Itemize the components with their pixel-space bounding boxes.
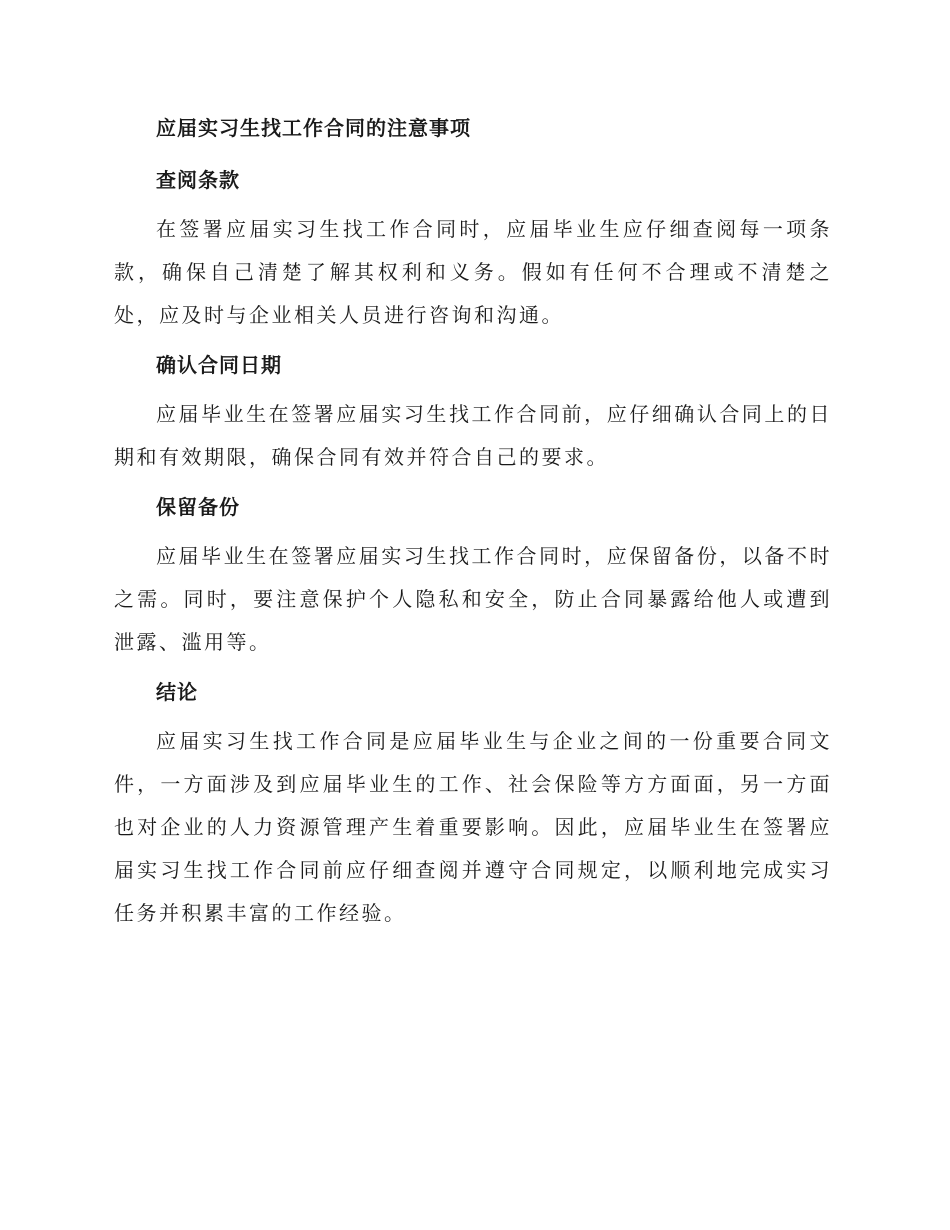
section-heading-confirm-date: 确认合同日期 [156, 353, 282, 377]
document-content [114, 108, 832, 943]
section-heading-keep-backup: 保留备份 [156, 495, 240, 519]
section-body-keep-backup: 应届毕业生在签署应届实习生找工作合同时，应保留备份，以备不时之需。同时，要注意保护个人隐私和安全，防止合同暴露给他人或遭到泄露、滥用等。 [114, 544, 832, 654]
document-title: 应届实习生找工作合同的注意事项 [156, 116, 471, 140]
section-body-conclusion: 应届实习生找工作合同是应届毕业生与企业之间的一份重要合同文件，一方面涉及到应届毕业生的工作、社会保险等方方面面，另一方面也对企业的人力资源管理产生着重要影响。因此，应届毕业生在签署应届实习生找工作合同前应仔细查阅并遵守合同规定，以顺利地完成实习任务并积累丰富的工作经验。 [114, 729, 832, 925]
section-heading-conclusion: 结论 [156, 680, 198, 704]
section-body-review-terms: 在签署应届实习生找工作合同时，应届毕业生应仔细查阅每一项条款，确保自己清楚了解其权利和义务。假如有任何不合理或不清楚之处，应及时与企业相关人员进行咨询和沟通。 [114, 217, 832, 327]
section-body-confirm-date: 应届毕业生在签署应届实习生找工作合同前，应仔细确认合同上的日期和有效期限，确保合同有效并符合自己的要求。 [114, 402, 832, 469]
section-heading-review-terms: 查阅条款 [156, 168, 240, 192]
